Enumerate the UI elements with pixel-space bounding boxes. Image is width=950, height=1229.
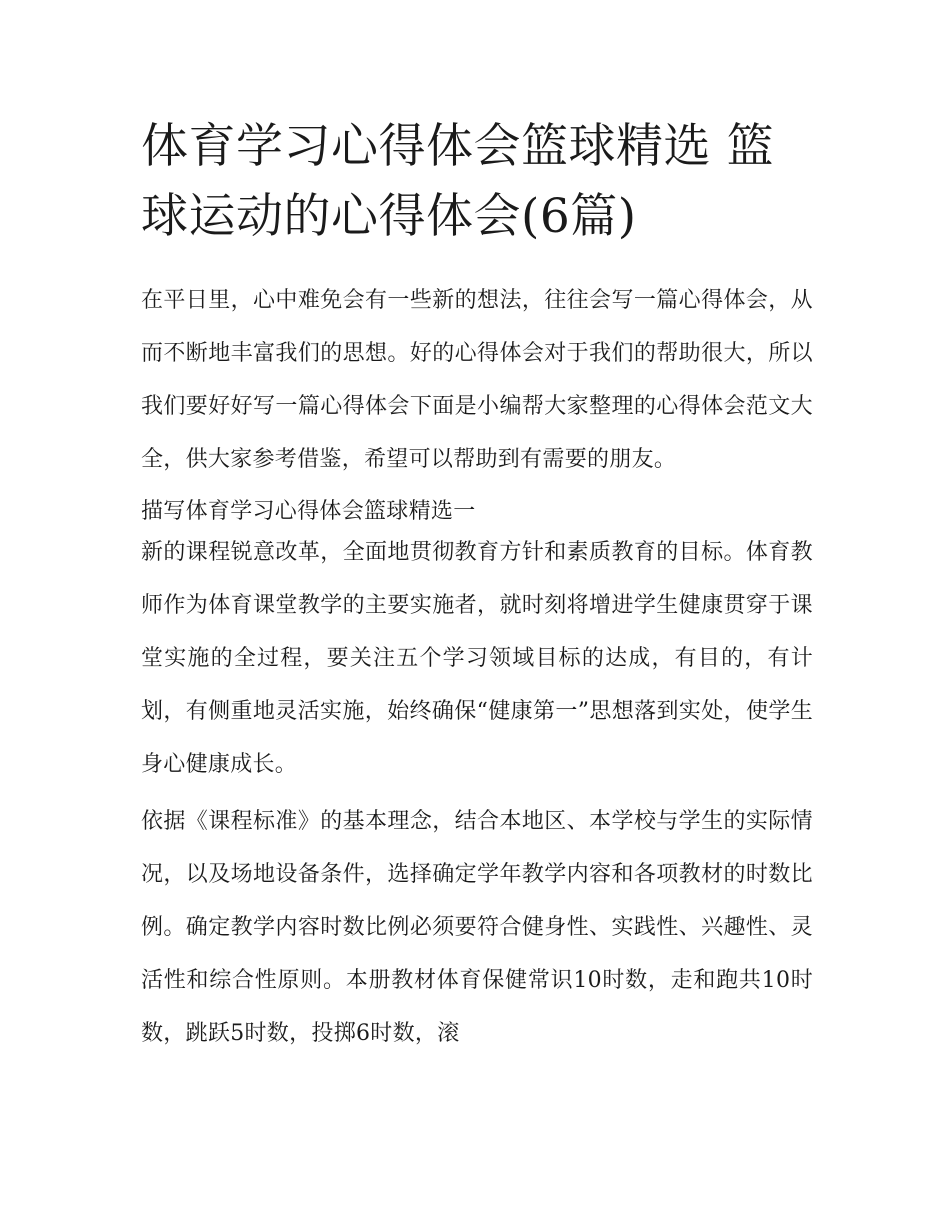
document-content — [141, 112, 813, 1064]
document-title: 体育学习心得体会篮球精选 篮球运动的心得体会(6篇) — [141, 119, 774, 244]
intro-paragraph: 在平日里，心中难免会有一些新的想法，往往会写一篇心得体会，从而不断地丰富我们的思想。好的心得体会对于我们的帮助很大，所以我们要好好写一篇心得体会下面是小编帮大家整理的心得体会范文大全，供大家参考借鉴，希望可以帮助到有需要的朋友。 — [141, 288, 813, 472]
section-heading: 描写体育学习心得体会篮球精选一 — [141, 499, 476, 524]
title-block — [141, 112, 813, 274]
body-paragraph-1: 新的课程锐意改革，全面地贯彻教育方针和素质教育的目标。体育教师作为体育课堂教学的主要实施者，就时刻将增进学生健康贯穿于课堂实施的全过程，要关注五个学习领域目标的达成，有目的，有计划，有侧重地灵活实施，始终确保“健康第一”思想落到实处，使学生身心健康成长。 — [141, 540, 813, 777]
body-paragraph-2: 依据《课程标准》的基本理念，结合本地区、本学校与学生的实际情况，以及场地设备条件，选择确定学年教学内容和各项教材的时数比例。确定教学内容时数比例必须要符合健身性、实践性、兴趣性、灵活性和综合性原则。本册教材体育保健常识10时数，走和跑共10时数，跳跃5时数，投掷6时数，滚 — [141, 809, 813, 1046]
